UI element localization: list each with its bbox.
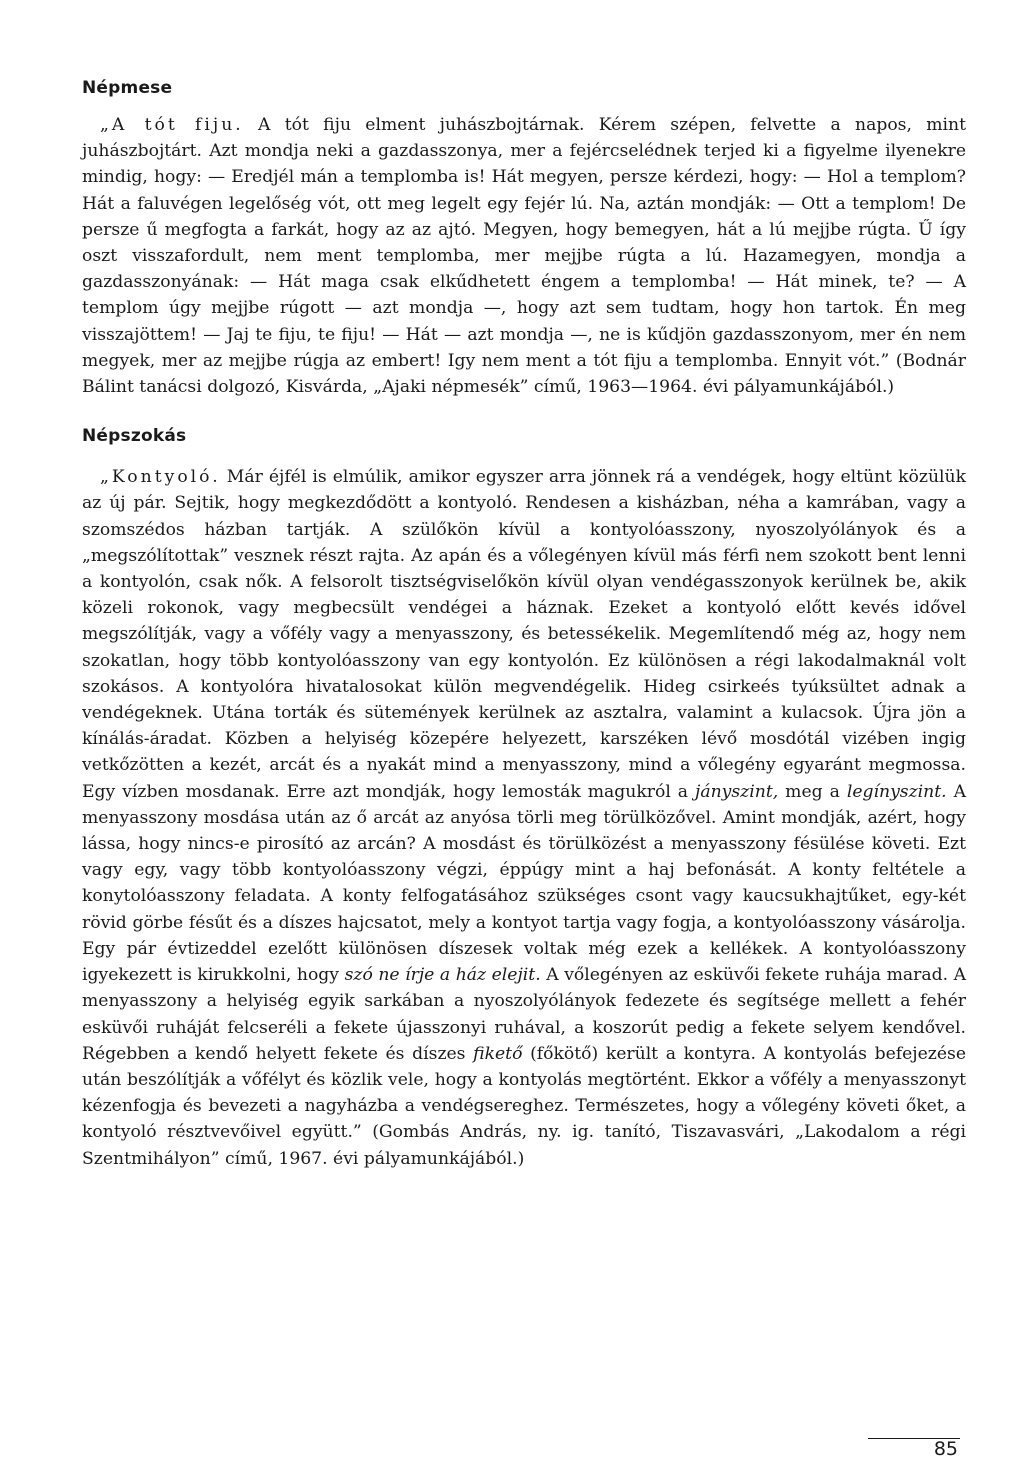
story-title: „A tót fiju. [100,115,244,135]
custom-title: „Kontyoló. [100,467,221,488]
custom-italic-3: szó ne írje a ház elejit. [344,965,541,986]
custom-italic-4: fikető [473,1043,523,1064]
section-heading-nepmese: Népmese [82,78,173,98]
section-heading-nepszokas: Népszokás [82,426,187,447]
paragraph-nepmese [82,112,966,400]
custom-italic-2: legínyszint. [846,781,947,802]
story-text: A tót fiju elment juhászbojtárnak. Kérem szépen, felvette a napos, mint juhászbojtárt. Azt mondja neki a gazdasszonya, mer a fejércselédnek terjed ki a figyelme ilyenekre mindig, hogy: — Eredjél mán a templomba is! Hát megyen, persze kérdezi, hogy: — Hol a templom? Hát a faluvégen legelőség vót, ott meg legelt egy fejér lú. Na, aztán mondják: — Ott a templom! De persze ű megfogta a farkát, hogy az az ajtó. Megyen, hogy bemegyen, hát a lú mejjbe rúgta. Ű így oszt visszafordult, nem ment templomba, mer mejjbe rúgta a lú. Hazamegyen, mondja a gazdasszonyának: — Hát maga csak elkűdhetett éngem a templomba! — Hát minek, te? — A templom úgy mejjbe rúgott — azt mondja —, hogy azt sem tudtam, hogy hon tartok. Én meg visszajöttem! — Jaj te fiju, te fiju! — Hát — azt mondja —, ne is kűdjön gazdasszonyom, mer én nem megyek, mer az mejjbe rúgja az embert! Igy nem ment a tót fiju a templomba. Ennyit vót.” (Bodnár Bálint tanácsi dolgozó, Kisvárda, „Ajaki népmesék” című, 1963—1964. évi pályamunkájából.) [82,115,966,398]
custom-text-5: (főkötő) került a kontyra. A kontyolás befejezése után beszólítják a vőfélyt és közlik vele, hogy a kontyolás megtörtént. Ekkor a vőfély a menyasszonyt kézenfogja és bevezeti a nagyházba a vendégsereghez. Természetes, hogy a vőlegény követi őket, a kontyoló résztvevőivel együtt.” (Gombás András, ny. ig. tanító, Tiszavasvári, „Lakodalom a régi Szentmihályon” című, 1967. évi pályamunkájából.) [82,1043,967,1169]
custom-text-3: A menyasszony mosdása után az ő arcát az anyósa törli meg törülközővel. Amint mondják, azért, hogy lássa, hogy nincs-e pirosító az arcán? A mosdást és törülközést a menyasszony fésülése követi. Ezt vagy egy, vagy több kontyolóasszony végzi, éppúgy mint a haj befonását. A konty feltétele a konytolóasszony feladata. A konty felfogatásához szükséges csont vagy kaucsukhajtűket, egy-két rövid görbe fésűt és a díszes hajcsatot, mely a kontyot tartja vagy fogja, a kontyolóasszony vásárolja. Egy pár évtizeddel ezelőtt különösen díszesek voltak még ezek a kellékek. A kontyolóasszony igyekezett is kirukkolni, hogy [82,781,966,986]
custom-text-2: meg a [785,781,840,802]
custom-text-1: Már éjfél is elmúlik, amikor egyszer arra jönnek rá a vendégek, hogy eltünt közülük az új pár. Sejtik, hogy megkezdődött a kontyoló. Rendesen a kisházban, néha a kamrában, vagy a szomszédos házban tartják. A szülőkön kívül a kontyolóasszony, nyoszolyólányok és a „megszólítottak” vesznek részt rajta. Az apán és a vőlegényen kívül más férfi nem szokott bent lenni a kontyolón, csak nők. A felsorolt tisztségviselőkön kívül olyan vendégasszonyok kerülnek be, akik közeli rokonok, vagy megbecsült vendégei a háznak. Ezeket a kontyoló előtt kevés idővel megszólítják, vagy a vőfély vagy a menyasszony, és betessékelik. Megemlítendő még az, hogy nem szokatlan, hogy több kontyolóasszony van egy kontyolón. Ez különösen a régi lakodalmaknál volt szokásos. A kontyolóra hivatalosokat külön megvendégelik. Hideg csirkeés tyúksültet adnak a vendégeknek. Utána torták és sütemények kerülnek az asztalra, valamint a kulacsok. Újra jön a kínálás-áradat. Közben a helyiség közepére helyezett, karszéken lévő mosdótál vizében ingig vetkőzötten a kezét, arcát és a nyakát mind a menyasszony, mind a vőlegény egyaránt megmossa. Egy vízben mosdanak. Erre azt mondják, hogy lemosták magukról a [82,467,966,802]
custom-text-4: A vőlegényen az esküvői fekete ruhája marad. A menyasszony a helyiség egyik sarkában a nyoszolyólányok fedezete és segítsége mellett a fehér esküvői ruháját felcseréli a fekete újasszonyi ruhával, a koszorút pedig a fekete selyem kendővel. Régebben a kendő helyett fekete és díszes [82,965,967,1064]
document-page [82,78,966,1172]
custom-italic-1: jányszint, [695,781,779,802]
paragraph-nepszokas [82,464,966,1171]
page-number: 85 [933,1438,958,1460]
